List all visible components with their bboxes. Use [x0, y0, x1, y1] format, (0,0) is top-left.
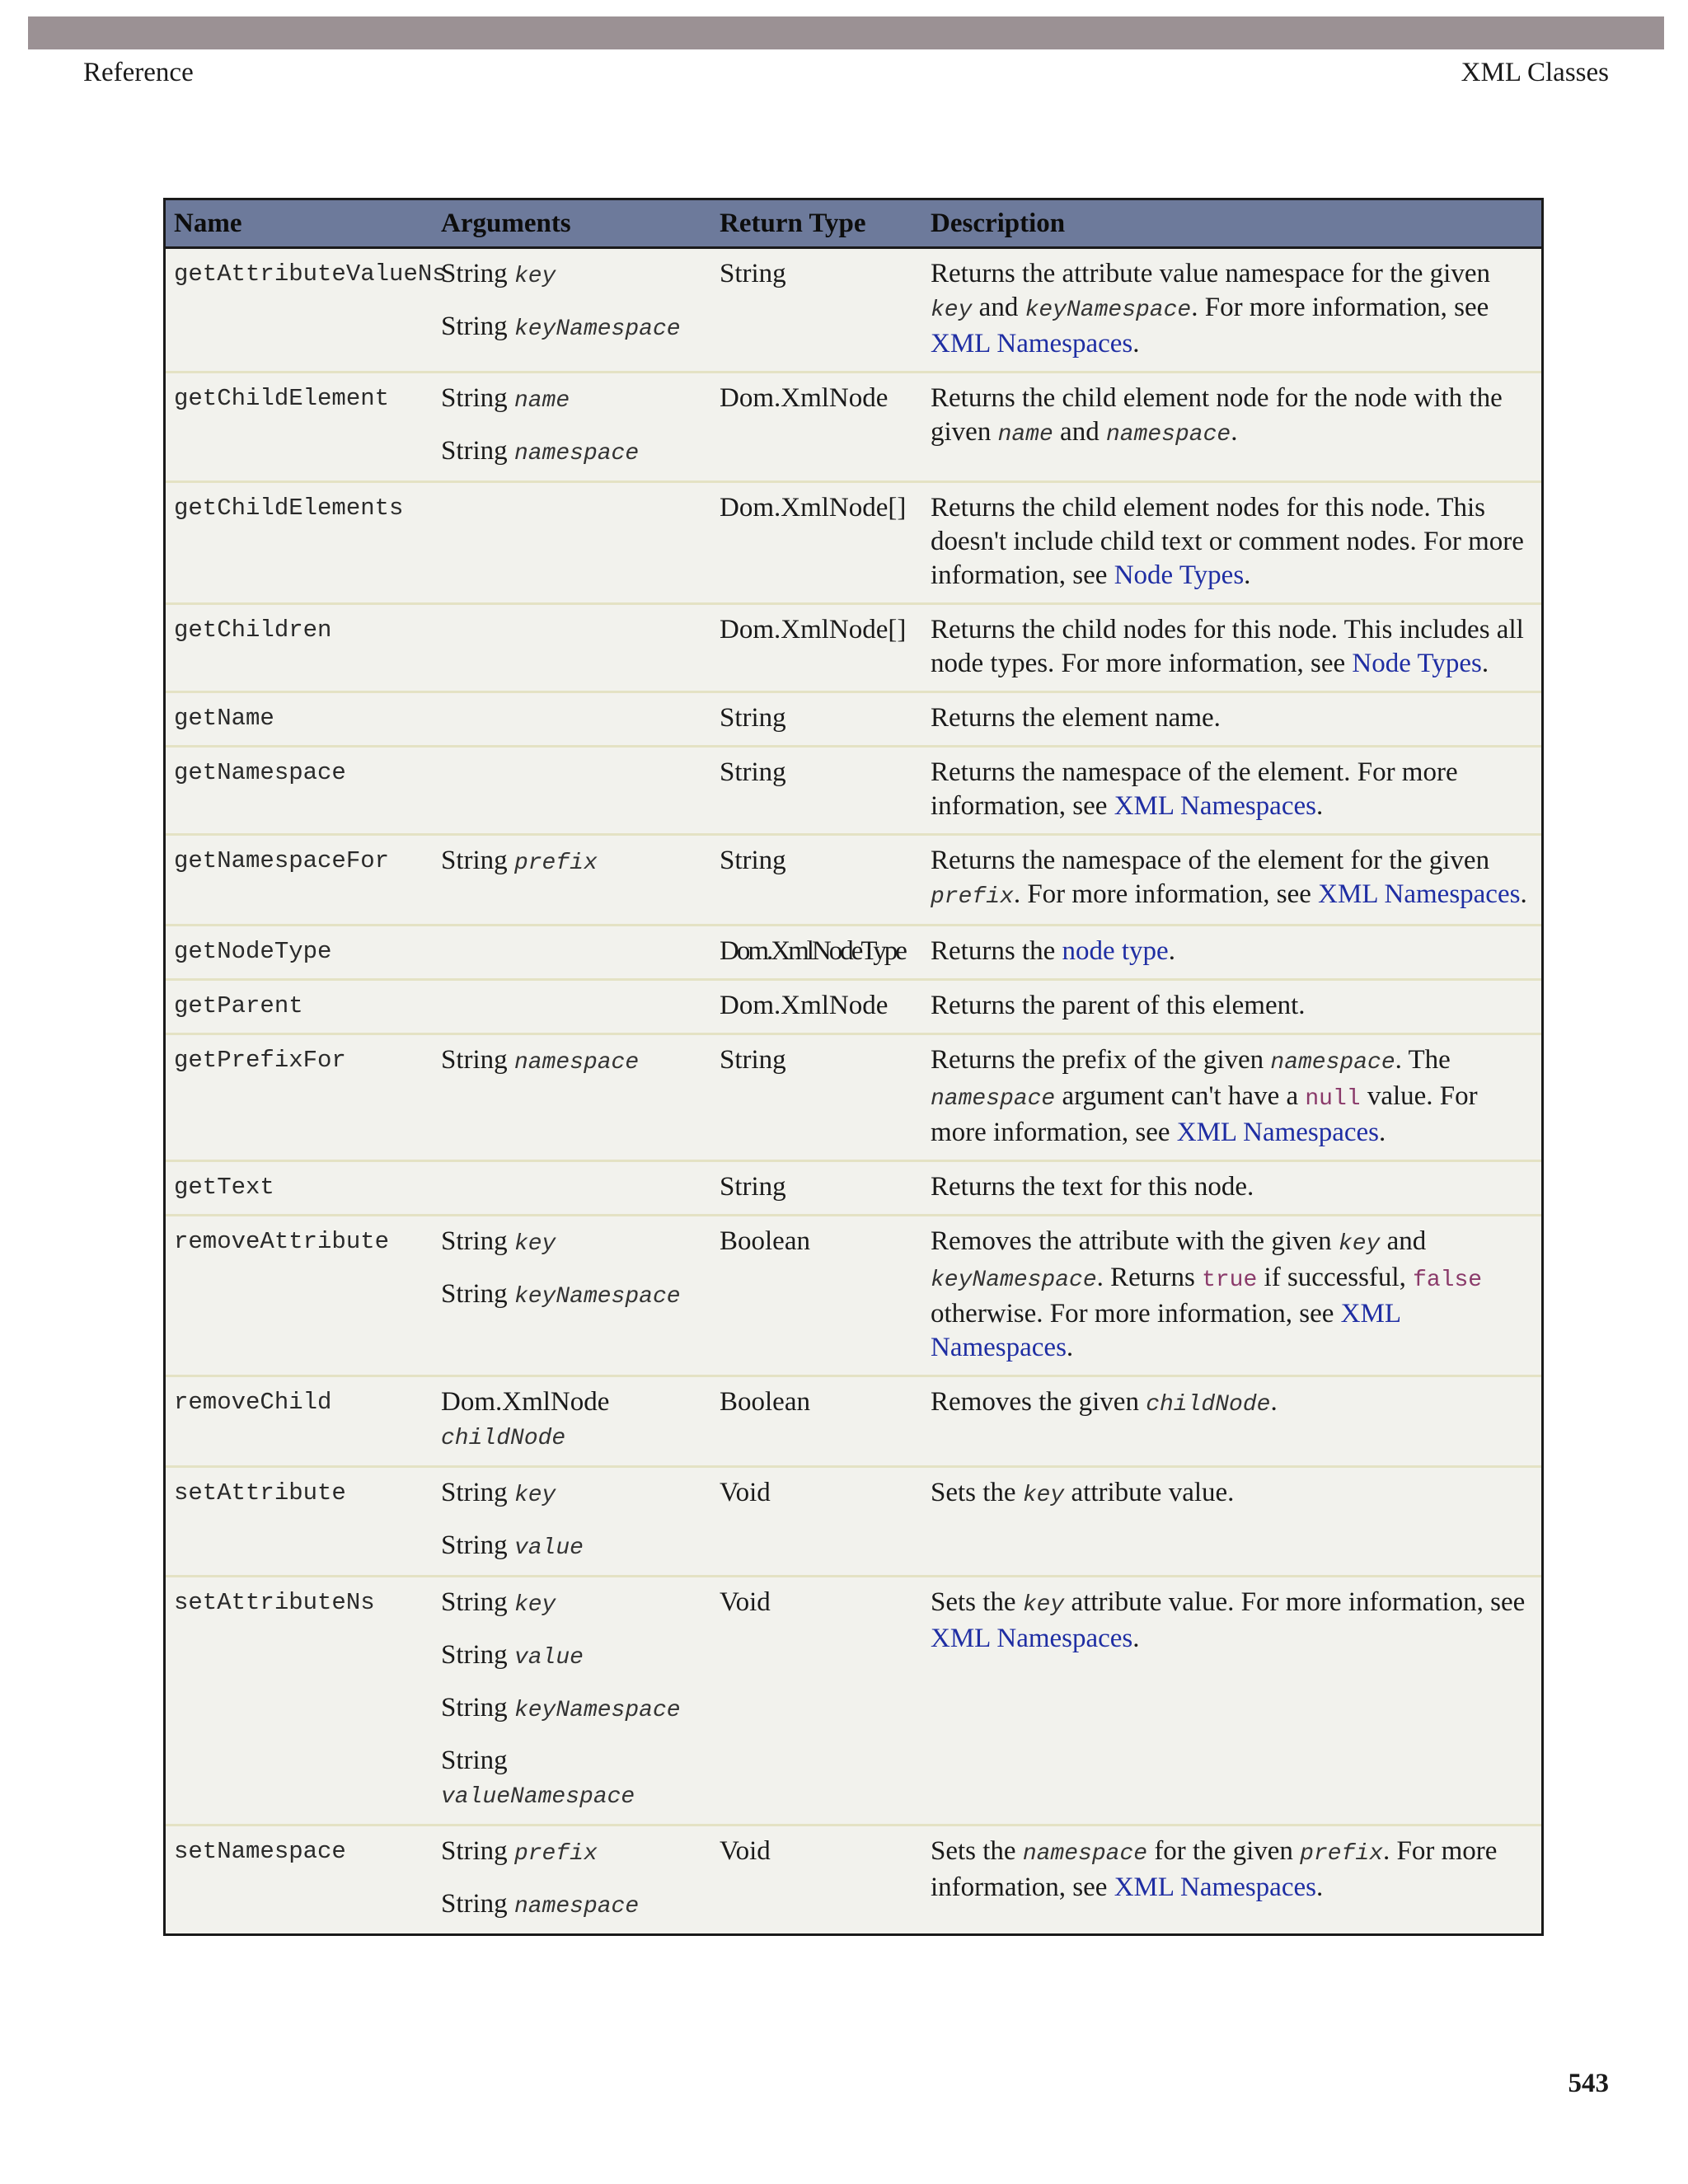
argument-type: Dom.XmlNode — [441, 1387, 610, 1417]
table-row — [166, 1577, 1541, 1825]
argument — [441, 434, 705, 471]
method-description — [922, 926, 1541, 980]
method-description — [922, 1034, 1541, 1161]
argument — [441, 1529, 705, 1565]
description-text: . — [1168, 936, 1175, 966]
method-arguments — [433, 1467, 711, 1577]
description-text: . Returns — [1096, 1263, 1203, 1292]
method-return-type: String — [711, 692, 922, 747]
argument-type: String — [441, 383, 508, 413]
argument-param: prefix — [513, 851, 598, 876]
top-banner-bar — [28, 16, 1664, 49]
method-description — [922, 1216, 1541, 1376]
code-literal: false — [1413, 1268, 1483, 1293]
table-header-row — [166, 200, 1541, 248]
code-term: childNode — [1146, 1392, 1271, 1418]
argument — [441, 257, 705, 293]
argument-param: valueNamespace — [441, 1784, 635, 1810]
method-description — [922, 835, 1541, 926]
description-text: . — [1315, 1872, 1324, 1902]
description-text: . — [1066, 1333, 1074, 1362]
argument — [441, 1385, 705, 1455]
argument-type: String — [441, 1889, 508, 1919]
description-text: Removes the given — [931, 1387, 1146, 1417]
methods-table — [166, 200, 1541, 1933]
table-row — [166, 926, 1541, 980]
method-name: setAttribute — [166, 1467, 433, 1577]
cross-reference-link[interactable]: XML Namespaces — [931, 329, 1133, 359]
argument — [441, 1476, 705, 1512]
description-text: . — [1132, 329, 1140, 359]
code-literal: null — [1305, 1086, 1361, 1112]
description-text: Returns the child element node for the node with the given — [931, 383, 1503, 447]
method-arguments — [433, 1376, 711, 1467]
method-arguments — [433, 1577, 711, 1825]
argument-param: keyNamespace — [513, 1698, 681, 1723]
argument-type: String — [441, 1279, 508, 1309]
table-row — [166, 373, 1541, 482]
method-name: getChildElement — [166, 373, 433, 482]
cross-reference-link[interactable]: XML Namespaces — [931, 1624, 1133, 1653]
argument-type: String — [441, 1836, 508, 1866]
method-name: getPrefixFor — [166, 1034, 433, 1161]
cross-reference-link[interactable]: XML Namespaces — [1114, 1872, 1316, 1902]
column-header-return-type: Return Type — [711, 200, 922, 248]
method-description — [922, 747, 1541, 835]
method-name: setNamespace — [166, 1825, 433, 1934]
argument-param: value — [513, 1535, 584, 1561]
argument-param: key — [513, 1231, 556, 1257]
description-text: Returns the parent of this element. — [931, 991, 1306, 1020]
description-text: Returns the text for this node. — [931, 1172, 1254, 1202]
description-text: and — [1380, 1226, 1427, 1256]
description-text: if successful, — [1257, 1263, 1414, 1292]
description-text: . — [1520, 879, 1527, 909]
method-return-type: Dom.XmlNode — [711, 373, 922, 482]
argument — [441, 1225, 705, 1261]
description-text: Sets the — [931, 1478, 1023, 1507]
method-description — [922, 1467, 1541, 1577]
method-arguments — [433, 1216, 711, 1376]
method-name: getNamespaceFor — [166, 835, 433, 926]
method-arguments — [433, 1825, 711, 1934]
method-return-type: Dom.XmlNode[] — [711, 482, 922, 604]
table-row — [166, 1467, 1541, 1577]
argument-type: String — [441, 1478, 508, 1507]
cross-reference-link[interactable]: XML Namespaces — [1318, 879, 1521, 909]
argument-param: namespace — [513, 1894, 640, 1919]
method-description — [922, 1161, 1541, 1216]
description-text: Sets the — [931, 1836, 1023, 1866]
description-text: Removes the attribute with the given — [931, 1226, 1339, 1256]
description-text: . For more information, see — [1013, 879, 1319, 909]
method-return-type: Dom.XmlNode — [711, 980, 922, 1034]
cross-reference-link[interactable]: XML Namespaces — [931, 1299, 1400, 1362]
table-row — [166, 604, 1541, 692]
description-text: for the given — [1147, 1836, 1301, 1866]
method-arguments — [433, 604, 711, 692]
argument-param: keyNamespace — [513, 316, 681, 342]
table-row — [166, 692, 1541, 747]
argument — [441, 382, 705, 418]
argument — [441, 1586, 705, 1622]
method-description — [922, 482, 1541, 604]
description-text: argument can't have a — [1055, 1081, 1306, 1111]
method-description — [922, 692, 1541, 747]
code-term: name — [997, 422, 1053, 448]
table-row — [166, 482, 1541, 604]
method-return-type: Void — [711, 1825, 922, 1934]
running-header-left: Reference — [83, 58, 194, 87]
method-name: getAttributeValueNs — [174, 260, 447, 288]
description-text: . For more information, see — [1191, 293, 1489, 322]
method-arguments — [433, 248, 711, 373]
cross-reference-link[interactable]: node type — [1062, 936, 1169, 966]
code-term: key — [1022, 1483, 1065, 1508]
description-text: . For more information, see — [931, 1836, 1498, 1902]
description-text: . — [1379, 1118, 1386, 1147]
description-text: attribute value. — [1064, 1478, 1235, 1507]
method-arguments — [433, 692, 711, 747]
argument-type: String — [441, 436, 508, 466]
description-text: Returns the child nodes for this node. This includes all node types. For more information, see — [931, 615, 1524, 678]
page-number: 543 — [1568, 2069, 1609, 2098]
code-term: namespace — [1105, 422, 1231, 448]
description-text: . — [1481, 649, 1489, 678]
method-name: removeChild — [166, 1376, 433, 1467]
argument-type: String — [441, 312, 508, 341]
description-text: . — [1132, 1624, 1140, 1653]
description-text: and — [972, 293, 1025, 322]
argument-param: key — [513, 1483, 556, 1508]
description-text: . — [1231, 417, 1238, 447]
method-arguments — [433, 926, 711, 980]
method-description — [922, 980, 1541, 1034]
description-text: Returns the element name. — [931, 703, 1221, 733]
table-row — [166, 248, 1541, 373]
cross-reference-link[interactable]: Node Types — [1114, 560, 1245, 590]
argument-param: key — [513, 264, 556, 289]
method-return-type: Void — [711, 1577, 922, 1825]
methods-table-container — [163, 198, 1544, 1936]
method-name: removeAttribute — [166, 1216, 433, 1376]
description-text: . — [1270, 1387, 1278, 1417]
method-arguments — [433, 747, 711, 835]
method-description — [922, 373, 1541, 482]
method-name: setAttributeNs — [166, 1577, 433, 1825]
code-term: key — [1338, 1231, 1381, 1257]
argument-param: prefix — [513, 1841, 598, 1867]
argument-type: String — [441, 1226, 508, 1256]
table-row — [166, 1034, 1541, 1161]
code-term: namespace — [931, 1086, 1056, 1112]
argument-param: childNode — [441, 1426, 566, 1451]
method-return-type: String — [711, 1161, 922, 1216]
description-text: . The — [1395, 1045, 1451, 1075]
description-text: and — [1053, 417, 1106, 447]
method-arguments — [433, 835, 711, 926]
argument-type: String — [441, 1530, 508, 1560]
method-return-type: Boolean — [711, 1376, 922, 1467]
method-arguments — [433, 1161, 711, 1216]
cross-reference-link[interactable]: XML Namespaces — [1176, 1118, 1380, 1147]
method-description — [922, 1577, 1541, 1825]
description-text: Sets the — [931, 1587, 1023, 1617]
method-name: getNamespace — [166, 747, 433, 835]
description-text: Returns the namespace of the element for the given — [931, 846, 1490, 875]
code-literal: true — [1202, 1268, 1258, 1293]
column-header-description: Description — [922, 200, 1541, 248]
argument — [441, 1691, 705, 1727]
method-return-type: Boolean — [711, 1216, 922, 1376]
method-return-type: String — [720, 259, 786, 288]
cross-reference-link[interactable]: Node Types — [1352, 649, 1482, 678]
description-text: Returns the attribute value namespace for the given — [931, 259, 1490, 288]
code-term: keyNamespace — [1025, 298, 1192, 323]
column-header-arguments: Arguments — [433, 200, 711, 248]
method-name: getChildren — [166, 604, 433, 692]
description-text: Returns the namespace of the element. For more information, see — [931, 757, 1458, 821]
method-return-type: Dom.XmlNode[] — [711, 604, 922, 692]
argument — [441, 1638, 705, 1675]
code-term: keyNamespace — [931, 1268, 1097, 1293]
code-term: namespace — [1270, 1050, 1395, 1076]
description-text: attribute value. For more information, see — [1064, 1587, 1526, 1617]
argument-type: String — [441, 1693, 508, 1722]
table-row — [166, 1216, 1541, 1376]
code-term: key — [931, 298, 973, 323]
method-arguments — [433, 373, 711, 482]
method-arguments — [433, 1034, 711, 1161]
argument-type: String — [441, 1587, 508, 1617]
table-row — [166, 980, 1541, 1034]
description-text: Returns the child element nodes for this node. This doesn't include child text or comment nodes. For more information, see — [931, 493, 1524, 590]
argument — [441, 1744, 705, 1814]
argument — [441, 310, 705, 346]
argument — [441, 1043, 705, 1080]
argument-type: String — [441, 1640, 508, 1670]
argument-param: keyNamespace — [513, 1284, 681, 1310]
argument-type: String — [441, 846, 508, 875]
table-row — [166, 1376, 1541, 1467]
argument — [441, 1277, 705, 1314]
table-row — [166, 747, 1541, 835]
method-description — [922, 604, 1541, 692]
argument — [441, 1835, 705, 1871]
description-text: value. For more information, see — [931, 1081, 1478, 1147]
method-description — [922, 1376, 1541, 1467]
table-body — [166, 248, 1541, 1934]
argument-param: key — [513, 1592, 556, 1618]
method-arguments — [433, 482, 711, 604]
code-term: prefix — [1300, 1841, 1383, 1867]
description-text: otherwise. For more information, see — [931, 1299, 1341, 1329]
table-row — [166, 1825, 1541, 1934]
running-header-right: XML Classes — [1461, 58, 1609, 87]
description-text: Returns the prefix of the given — [931, 1045, 1271, 1075]
table-row — [166, 1161, 1541, 1216]
method-return-type: String — [711, 747, 922, 835]
argument-param: namespace — [513, 1050, 640, 1076]
code-term: namespace — [1022, 1841, 1148, 1867]
argument-param: name — [513, 388, 570, 414]
table-row — [166, 835, 1541, 926]
method-name: getText — [166, 1161, 433, 1216]
cross-reference-link[interactable]: XML Namespaces — [1114, 791, 1316, 821]
method-name: getChildElements — [166, 482, 433, 604]
code-term: prefix — [931, 884, 1014, 910]
argument-type: String — [441, 1045, 508, 1075]
code-term: key — [1022, 1592, 1065, 1618]
argument-type: String — [441, 1746, 508, 1775]
argument — [441, 1887, 705, 1924]
argument-param: value — [513, 1645, 584, 1671]
argument-param: namespace — [513, 441, 640, 466]
description-text: . — [1244, 560, 1251, 590]
method-return-type: Void — [711, 1467, 922, 1577]
argument — [441, 844, 705, 880]
method-description — [922, 1825, 1541, 1934]
method-return-type: Dom.XmlNodeType — [711, 926, 922, 980]
method-return-type: String — [711, 1034, 922, 1161]
description-text: . — [1315, 791, 1324, 821]
method-description — [922, 248, 1541, 373]
method-name: getName — [166, 692, 433, 747]
description-text: Returns the — [931, 936, 1062, 966]
argument-type: String — [441, 259, 508, 288]
column-header-name: Name — [166, 200, 433, 248]
method-return-type: String — [711, 835, 922, 926]
method-arguments — [433, 980, 711, 1034]
method-name: getNodeType — [166, 926, 433, 980]
method-name: getParent — [166, 980, 433, 1034]
